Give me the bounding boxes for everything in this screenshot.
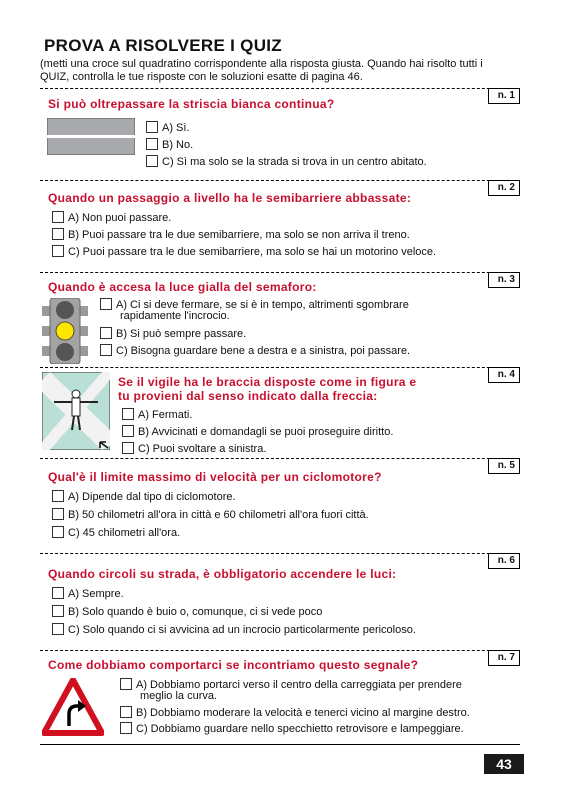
- traffic-light-yellow-icon: [42, 298, 88, 364]
- answer-checkbox[interactable]: [52, 526, 64, 538]
- option-a[interactable]: A) Sempre.: [52, 587, 124, 602]
- option-c[interactable]: C) Solo quando ci si avvicina ad un incrocio particolarmente pericoloso.: [52, 623, 416, 638]
- answer-checkbox[interactable]: [52, 605, 64, 617]
- question-text: Come dobbiamo comportarci se incontriamo questo segnale?: [48, 658, 419, 672]
- question-text: Se il vigile ha le braccia disposte come in figura e: [118, 375, 417, 389]
- answer-checkbox[interactable]: [122, 408, 134, 420]
- question-number: n. 1: [488, 88, 520, 104]
- option-c[interactable]: C) 45 chilometri all'ora.: [52, 526, 180, 541]
- option-b[interactable]: B) Avvicinati e domandagli se puoi proseguire diritto.: [122, 425, 393, 440]
- divider: [40, 650, 520, 651]
- question-number: n. 2: [488, 180, 520, 196]
- answer-checkbox[interactable]: [100, 344, 112, 356]
- option-c[interactable]: C) Puoi passare tra le due semibarriere, ma solo se hai un motorino veloce.: [52, 245, 436, 260]
- answer-checkbox[interactable]: [100, 327, 112, 339]
- question-number: n. 3: [488, 272, 520, 288]
- road-continuous-line-image: [47, 118, 135, 155]
- divider: [40, 88, 520, 89]
- answer-checkbox[interactable]: [122, 442, 134, 454]
- page-title: PROVA A RISOLVERE I QUIZ: [44, 36, 282, 55]
- option-a[interactable]: A) Non puoi passare.: [52, 211, 171, 226]
- answer-checkbox[interactable]: [52, 490, 64, 502]
- option-b[interactable]: B) Puoi passare tra le due semibarriere, ma solo se non arriva il treno.: [52, 228, 410, 243]
- option-a-continued: meglio la curva.: [140, 690, 218, 702]
- answer-checkbox[interactable]: [146, 121, 158, 133]
- option-c[interactable]: C) Puoi svoltare a sinistra.: [122, 442, 266, 457]
- option-b[interactable]: B) Si può sempre passare.: [100, 327, 246, 342]
- page-number: 43: [484, 754, 524, 774]
- question-number: n. 4: [488, 367, 520, 383]
- divider: [40, 553, 520, 554]
- option-a[interactable]: A) Dipende dal tipo di ciclomotore.: [52, 490, 236, 505]
- answer-checkbox[interactable]: [52, 587, 64, 599]
- option-a[interactable]: A) Dobbiamo portarci verso il centro della carreggiata per prendere: [120, 678, 462, 693]
- answer-checkbox[interactable]: [146, 155, 158, 167]
- instructions: (metti una croce sul quadratino corrispondente alla risposta giusta. Quando hai risolto tutti i QUIZ, controlla le tue risposte con le soluzioni esatte di pagina 46.: [40, 58, 483, 83]
- question-number: n. 5: [488, 458, 520, 474]
- option-b[interactable]: B) Dobbiamo moderare la velocità e tenerci vicino al margine destro.: [120, 706, 470, 721]
- divider: [40, 180, 520, 181]
- option-a[interactable]: A) Sì.: [146, 121, 190, 136]
- option-c[interactable]: C) Dobbiamo guardare nello specchietto retrovisore e lampeggiare.: [120, 722, 464, 737]
- option-b[interactable]: B) Solo quando è buio o, comunque, ci si vede poco: [52, 605, 322, 620]
- answer-checkbox[interactable]: [52, 245, 64, 257]
- question-text: Quando circoli su strada, è obbligatorio accendere le luci:: [48, 567, 397, 581]
- answer-checkbox[interactable]: [52, 228, 64, 240]
- option-b[interactable]: B) No.: [146, 138, 193, 153]
- answer-checkbox[interactable]: [120, 722, 132, 734]
- question-number: n. 6: [488, 553, 520, 569]
- question-text: Quando un passaggio a livello ha le semibarriere abbassate:: [48, 191, 412, 205]
- traffic-officer-intersection-image: [42, 372, 110, 450]
- option-a[interactable]: A) Fermati.: [122, 408, 192, 423]
- dangerous-curve-right-sign-icon: [42, 678, 104, 736]
- option-c[interactable]: C) Bisogna guardare bene a destra e a sinistra, poi passare.: [100, 344, 410, 359]
- answer-checkbox[interactable]: [146, 138, 158, 150]
- answer-checkbox[interactable]: [52, 508, 64, 520]
- answer-checkbox[interactable]: [120, 706, 132, 718]
- question-text: Quando è accesa la luce gialla del semaforo:: [48, 280, 317, 294]
- option-a-continued: rapidamente l'incrocio.: [120, 310, 230, 322]
- option-b[interactable]: B) 50 chilometri all'ora in città e 60 chilometri all'ora fuori città.: [52, 508, 369, 523]
- divider: [40, 272, 520, 273]
- question-text-line-2: tu provieni dal senso indicato dalla freccia:: [118, 389, 378, 403]
- answer-checkbox[interactable]: [52, 211, 64, 223]
- answer-checkbox[interactable]: [100, 298, 112, 310]
- option-c[interactable]: C) Sì ma solo se la strada si trova in un centro abitato.: [146, 155, 427, 170]
- answer-checkbox[interactable]: [120, 678, 132, 690]
- question-text: Qual'è il limite massimo di velocità per un ciclomotore?: [48, 470, 382, 484]
- bottom-divider: [40, 744, 520, 745]
- divider: [40, 458, 520, 459]
- answer-checkbox[interactable]: [52, 623, 64, 635]
- question-text: Si può oltrepassare la striscia bianca continua?: [48, 97, 335, 111]
- divider: [40, 367, 520, 368]
- answer-checkbox[interactable]: [122, 425, 134, 437]
- question-number: n. 7: [488, 650, 520, 666]
- option-a[interactable]: A) Ci si deve fermare, se si è in tempo, altrimenti sgombrare: [100, 298, 409, 313]
